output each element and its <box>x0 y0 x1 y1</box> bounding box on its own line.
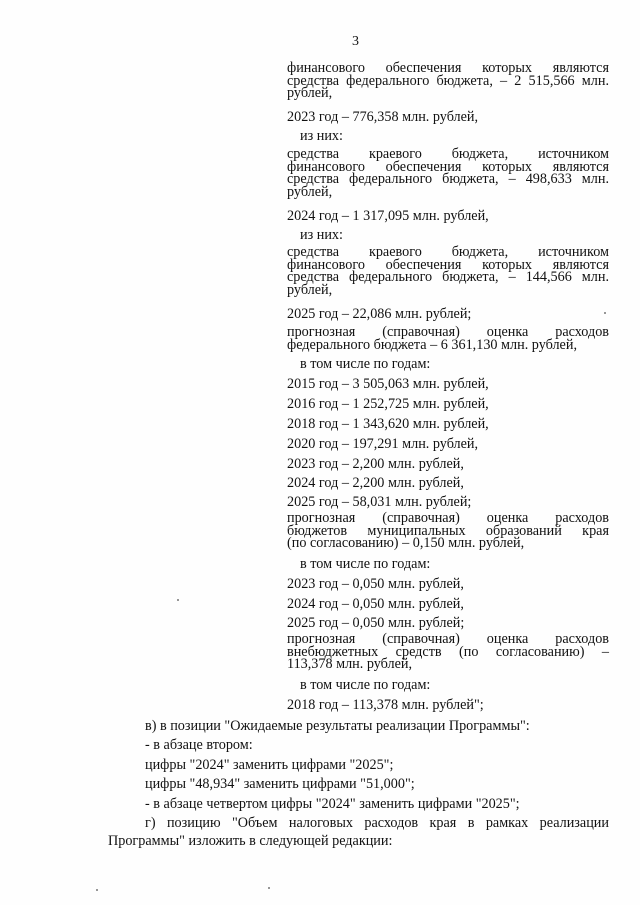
item-v-paragraph-4: - в абзаце четвертом цифры "2024" заменить цифрами "2025"; <box>145 796 520 812</box>
federal-year-2020: 2020 год – 197,291 млн. рублей, <box>287 436 479 452</box>
by-years-label: в том числе по годам: <box>300 677 431 693</box>
text-line: прогнозная (справочная) оценка расходов <box>287 631 609 647</box>
page-number: 3 <box>352 34 359 49</box>
text-line: финансового обеспечения которых являются <box>287 158 609 175</box>
text-line: г) позицию "Объем налоговых расходов края в рамках реализации <box>145 815 609 831</box>
municipal-year-2023: 2023 год – 0,050 млн. рублей, <box>287 576 464 592</box>
text-line: средства федерального бюджета, – 2 515,566 млн. <box>287 72 609 89</box>
federal-year-2025: 2025 год – 58,031 млн. рублей; <box>287 494 472 510</box>
item-v-figure-2: цифры "48,934" заменить цифрами "51,000"; <box>145 776 415 792</box>
text-line: прогнозная (справочная) оценка расходов <box>287 510 609 526</box>
funding-paragraph-federal <box>287 62 609 100</box>
text-line: финансового обеспечения которых являются <box>287 60 609 76</box>
item-v-heading: в) в позиции "Ожидаемые результаты реализации Программы": <box>145 718 530 734</box>
text-line: рублей, <box>287 85 333 102</box>
extrabudgetary-year-2018: 2018 год – 113,378 млн. рублей"; <box>287 697 484 713</box>
text-line: средства федерального бюджета, – 144,566 млн. <box>287 269 609 286</box>
text-line: финансового обеспечения которых являются <box>287 256 609 273</box>
text-line: средства федерального бюджета, – 498,633 млн. <box>287 171 609 188</box>
item-g-paragraph <box>108 814 609 850</box>
funding-paragraph-2023 <box>287 148 609 198</box>
text-line: рублей, <box>287 183 333 200</box>
text-line: Программы" изложить в следующей редакции: <box>108 833 393 849</box>
item-v-paragraph-2: - в абзаце втором: <box>145 737 253 753</box>
of-them-label: из них: <box>300 227 343 243</box>
scan-speck <box>268 887 270 889</box>
text-line: (по согласованию) – 0,150 млн. рублей, <box>287 535 525 552</box>
year-2025-total: 2025 год – 22,086 млн. рублей; <box>287 306 472 322</box>
federal-year-2015: 2015 год – 3 505,063 млн. рублей, <box>287 376 489 392</box>
federal-year-2023: 2023 год – 2,200 млн. рублей, <box>287 456 464 472</box>
scan-speck <box>96 889 98 891</box>
municipal-year-2025: 2025 год – 0,050 млн. рублей; <box>287 615 465 631</box>
year-2024-total: 2024 год – 1 317,095 млн. рублей, <box>287 208 489 224</box>
text-line: федерального бюджета – 6 361,130 млн. рублей, <box>287 336 577 353</box>
federal-year-2016: 2016 год – 1 252,725 млн. рублей, <box>287 396 489 412</box>
by-years-label: в том числе по годам: <box>300 556 431 572</box>
of-them-label: из них: <box>300 128 343 144</box>
text-line: 113,378 млн. рублей, <box>287 656 413 673</box>
municipal-budget-estimate <box>287 512 609 550</box>
municipal-year-2024: 2024 год – 0,050 млн. рублей, <box>287 596 464 612</box>
federal-year-2018: 2018 год – 1 343,620 млн. рублей, <box>287 416 489 432</box>
text-line: прогнозная (справочная) оценка расходов <box>287 324 609 340</box>
year-2023-total: 2023 год – 776,358 млн. рублей, <box>287 109 479 125</box>
scan-speck <box>177 599 179 601</box>
item-v-figure-1: цифры "2024" заменить цифрами "2025"; <box>145 757 394 773</box>
by-years-label: в том числе по годам: <box>300 356 431 372</box>
text-line: внебюджетных средств (по согласованию) – <box>287 643 609 660</box>
federal-year-2024: 2024 год – 2,200 млн. рублей, <box>287 475 464 491</box>
text-line: бюджетов муниципальных образований края <box>287 522 609 539</box>
federal-budget-estimate <box>287 326 609 351</box>
funding-paragraph-2024 <box>287 246 609 296</box>
text-line: рублей, <box>287 281 333 298</box>
scan-speck <box>604 312 606 314</box>
text-line: средства краевого бюджета, источником <box>287 146 609 162</box>
extrabudgetary-estimate <box>287 633 609 671</box>
text-line: средства краевого бюджета, источником <box>287 244 609 260</box>
